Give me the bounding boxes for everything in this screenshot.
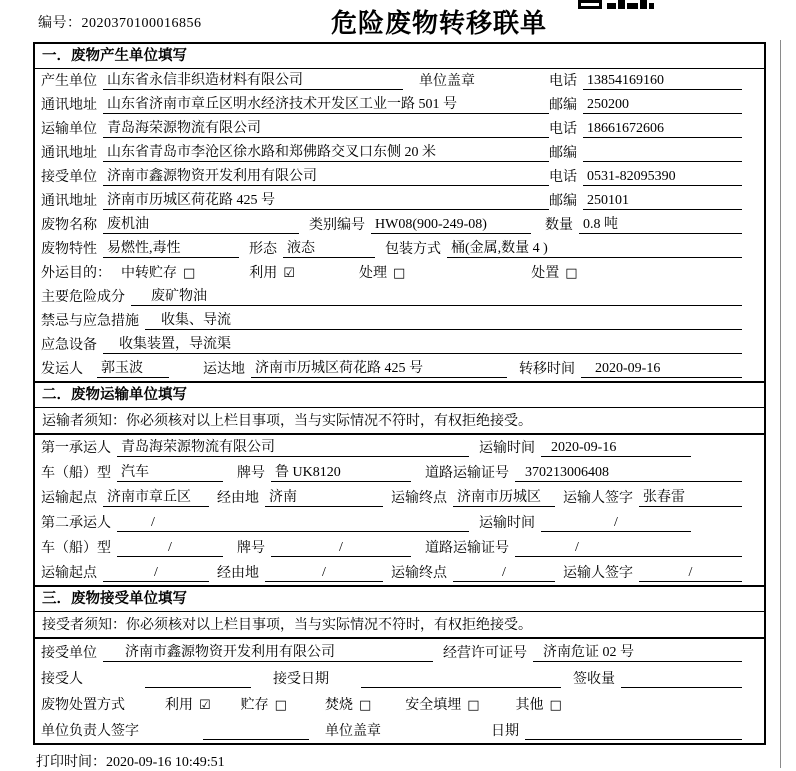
purpose-option-transfer-storage (121, 262, 195, 282)
disposal-option-storage (241, 694, 287, 714)
row-receiver-unit (35, 165, 764, 189)
qr-code-fragment-icon (578, 0, 654, 9)
purpose-option-utilize (249, 262, 295, 282)
category-code-label: 类别编号 (309, 218, 365, 233)
receiver-notice: 接受者须知：你必须核对以上栏目事项，当与实际情况不符时，有权拒绝接受。 (35, 612, 764, 639)
phone-label: 电话 (549, 170, 577, 185)
transport-time-label: 运输时间 (479, 441, 535, 456)
transporter-unit-label: 运输单位 (41, 122, 97, 137)
carrier-sign-label: 运输人签字 (563, 566, 633, 581)
first-carrier-value: 青岛海荣源物流有限公司 (117, 436, 469, 457)
print-time-label: 打印时间： (36, 755, 106, 770)
option-label: 焚烧 (324, 698, 353, 713)
zip-label: 邮编 (549, 194, 577, 209)
row-first-carrier (35, 435, 764, 460)
destination-label: 运达地 (203, 362, 245, 377)
license-number-label: 经营许可证号 (443, 646, 527, 661)
road-permit-value: / (515, 540, 742, 557)
page-edge-line (780, 40, 781, 768)
page-title: 危险废物转移联单 (331, 9, 548, 38)
checkbox-unchecked-icon: □ (565, 266, 578, 281)
checkbox-unchecked-icon: □ (467, 698, 480, 713)
quantity-label: 数量 (545, 218, 573, 233)
quantity-value: 0.8 吨 (579, 213, 742, 234)
vehicle-type-label: 车（船）型 (41, 466, 111, 481)
checkbox-unchecked-icon: □ (274, 698, 287, 713)
option-label: 利用 (249, 266, 278, 281)
phone-label: 电话 (549, 122, 577, 137)
section-transporter (35, 383, 764, 587)
row-disposal-method (35, 691, 764, 717)
receiving-unit-value: 济南市鑫源物资开发利用有限公司 (103, 641, 433, 662)
route-start-value: 济南市章丘区 (103, 486, 209, 507)
emergency-equipment-label: 应急设备 (41, 338, 97, 353)
main-hazard-value: 废矿物油 (131, 285, 742, 306)
disposal-option-other (516, 694, 562, 714)
disposal-option-incinerate (325, 694, 371, 714)
row-receiving-unit (35, 639, 764, 665)
purpose-option-dispose (531, 262, 577, 282)
option-label: 安全填埋 (405, 698, 462, 713)
transfer-time-value: 2020-09-16 (581, 361, 742, 378)
checkbox-unchecked-icon: □ (183, 266, 196, 281)
row-waste-property (35, 237, 764, 261)
row-dispatcher (35, 357, 764, 381)
waste-property-value: 易燃性,毒性 (103, 237, 239, 258)
unit-seal-label: 单位盖章 (325, 724, 381, 739)
disposal-option-landfill (405, 694, 479, 714)
receiving-unit-label: 接受单位 (41, 646, 97, 661)
row-producer-unit (35, 69, 764, 93)
emergency-equipment-value: 收集装置，导流渠 (103, 333, 742, 354)
phone-label: 电话 (549, 74, 577, 89)
route-start-value: / (103, 565, 209, 582)
section-transporter-title: 二．废物运输单位填写 (35, 383, 764, 408)
transporter-notice: 运输者须知：你必须核对以上栏目事项，当与实际情况不符时，有权拒绝接受。 (35, 408, 764, 435)
carrier-sign-label: 运输人签字 (563, 491, 633, 506)
signed-quantity-value (621, 671, 742, 688)
row-second-carrier (35, 510, 764, 535)
date-value (525, 723, 742, 740)
receive-date-label: 接受日期 (273, 672, 329, 687)
producer-address-value: 山东省济南市章丘区明水经济技术开发区工业一路 501 号 (103, 93, 549, 114)
packaging-value: 桶(金属,数量 4 ) (447, 237, 742, 258)
producer-unit-value: 山东省永信非织造材料有限公司 (103, 69, 403, 90)
option-label: 利用 (165, 698, 193, 713)
doc-number-label: 编号： (38, 16, 82, 31)
checkbox-unchecked-icon: □ (392, 266, 406, 281)
waste-property-label: 废物特性 (41, 242, 97, 257)
transport-time-value: / (541, 515, 691, 532)
row-receiver-person (35, 665, 764, 691)
transporter-address-value: 山东省青岛市李沧区徐水路和郑佛路交叉口东侧 20 米 (103, 141, 549, 162)
date-label: 日期 (491, 724, 519, 739)
receive-date-value (361, 671, 561, 688)
signed-quantity-label: 签收量 (573, 672, 615, 687)
receiver-unit-value: 济南市鑫源物资开发利用有限公司 (103, 165, 549, 186)
row-route-1 (35, 485, 764, 510)
row-outbound-purpose (35, 261, 764, 285)
plate-number-value: / (271, 540, 411, 557)
row-vehicle-type-2 (35, 535, 764, 560)
print-time-line (36, 751, 225, 771)
outbound-purpose-label: 外运目的： (41, 266, 111, 281)
transfer-form-table (33, 42, 766, 745)
checkbox-checked-icon: ☑ (199, 698, 211, 713)
row-taboo-measures (35, 309, 764, 333)
address-label: 通讯地址 (41, 194, 97, 209)
second-carrier-label: 第二承运人 (41, 516, 111, 531)
transport-time-value: 2020-09-16 (541, 440, 691, 457)
disposal-option-utilize (165, 694, 211, 714)
producer-unit-label: 产生单位 (41, 74, 97, 89)
route-end-label: 运输终点 (391, 566, 447, 581)
receiver-unit-label: 接受单位 (41, 170, 97, 185)
dispatcher-value: 郭玉波 (97, 357, 169, 378)
row-route-2 (35, 560, 764, 585)
waste-name-value: 废机油 (103, 213, 299, 234)
route-end-value: / (453, 565, 555, 582)
option-label: 处置 (531, 266, 560, 281)
plate-number-label: 牌号 (237, 541, 265, 556)
receiver-address-value: 济南市历城区荷花路 425 号 (103, 189, 549, 210)
receiver-phone-value: 0531-82095390 (583, 169, 742, 186)
disposal-method-label: 废物处置方式 (41, 698, 125, 713)
section-receiver-title: 三．废物接受单位填写 (35, 587, 764, 612)
category-code-value: HW08(900-249-08) (371, 217, 531, 234)
row-waste-name (35, 213, 764, 237)
row-left-group (41, 189, 549, 210)
route-end-value: 济南市历城区 (453, 486, 555, 507)
plate-number-value: 鲁 UK8120 (271, 461, 411, 482)
row-receiver-address (35, 189, 764, 213)
row-vehicle-type-1 (35, 460, 764, 485)
section-receiver (35, 587, 764, 743)
address-label: 通讯地址 (41, 146, 97, 161)
taboo-measures-value: 收集、导流 (145, 309, 742, 330)
transporter-unit-value: 青岛海荣源物流有限公司 (103, 117, 549, 138)
section-producer (35, 44, 764, 383)
row-left-group (41, 141, 549, 162)
row-producer-address (35, 93, 764, 117)
first-carrier-label: 第一承运人 (41, 441, 111, 456)
row-responsible-signature (35, 717, 764, 743)
option-label: 中转贮存 (121, 266, 177, 281)
zip-label: 邮编 (549, 98, 577, 113)
form-state-value: 液态 (283, 237, 375, 258)
route-start-label: 运输起点 (41, 491, 97, 506)
receiver-person-value (145, 671, 251, 688)
checkbox-unchecked-icon: □ (358, 698, 372, 713)
producer-zip-value: 250200 (583, 97, 742, 114)
doc-number-line (38, 12, 202, 32)
row-main-hazard (35, 285, 764, 309)
route-via-label: 经由地 (217, 566, 259, 581)
section-producer-title: 一．废物产生单位填写 (35, 44, 764, 69)
road-permit-value: 370213006408 (515, 465, 742, 482)
vehicle-type-label: 车（船）型 (41, 541, 111, 556)
row-transporter-address (35, 141, 764, 165)
row-emergency-equipment (35, 333, 764, 357)
waste-name-label: 废物名称 (41, 218, 97, 233)
row-left-group (41, 165, 549, 186)
route-via-value: / (265, 565, 383, 582)
plate-number-label: 牌号 (237, 466, 265, 481)
row-left-group (41, 69, 549, 90)
responsible-sign-label: 单位负责人签字 (41, 724, 139, 739)
address-label: 通讯地址 (41, 98, 97, 113)
transfer-time-label: 转移时间 (519, 362, 575, 377)
second-carrier-value: / (117, 515, 469, 532)
row-transporter-unit (35, 117, 764, 141)
carrier-sign-value: / (639, 565, 742, 582)
road-permit-label: 道路运输证号 (425, 541, 509, 556)
receiver-person-label: 接受人 (41, 672, 83, 687)
route-end-label: 运输终点 (391, 491, 447, 506)
route-via-value: 济南 (265, 486, 383, 507)
receiver-zip-value: 250101 (583, 193, 742, 210)
unit-seal-label: 单位盖章 (419, 74, 475, 89)
main-hazard-label: 主要危险成分 (41, 290, 125, 305)
purpose-option-treat (359, 262, 405, 282)
route-via-label: 经由地 (217, 491, 259, 506)
option-label: 贮存 (240, 698, 269, 713)
road-permit-label: 道路运输证号 (425, 466, 509, 481)
vehicle-type-value: / (117, 540, 223, 557)
option-label: 处理 (358, 266, 387, 281)
transport-time-label: 运输时间 (479, 516, 535, 531)
row-left-group (41, 117, 549, 138)
doc-number-value: 2020370100016856 (81, 16, 202, 31)
producer-phone-value: 13854169160 (583, 73, 742, 90)
form-state-label: 形态 (249, 242, 277, 257)
taboo-measures-label: 禁忌与应急措施 (41, 314, 139, 329)
responsible-sign-value (203, 723, 309, 740)
print-time-value: 2020-09-16 10:49:51 (106, 755, 225, 770)
carrier-sign-value: 张春雷 (639, 486, 742, 507)
dispatcher-label: 发运人 (41, 362, 83, 377)
transporter-zip-value (583, 145, 742, 162)
license-number-value: 济南危证 02 号 (533, 641, 742, 662)
vehicle-type-value: 汽车 (117, 461, 223, 482)
transporter-phone-value: 18661672606 (583, 121, 742, 138)
zip-label: 邮编 (549, 146, 577, 161)
route-start-label: 运输起点 (41, 566, 97, 581)
row-left-group (41, 93, 549, 114)
destination-value: 济南市历城区荷花路 425 号 (251, 357, 507, 378)
checkbox-unchecked-icon: □ (549, 698, 562, 713)
packaging-label: 包装方式 (385, 242, 441, 257)
checkbox-checked-icon: ☑ (283, 266, 295, 281)
option-label: 其他 (515, 698, 544, 713)
